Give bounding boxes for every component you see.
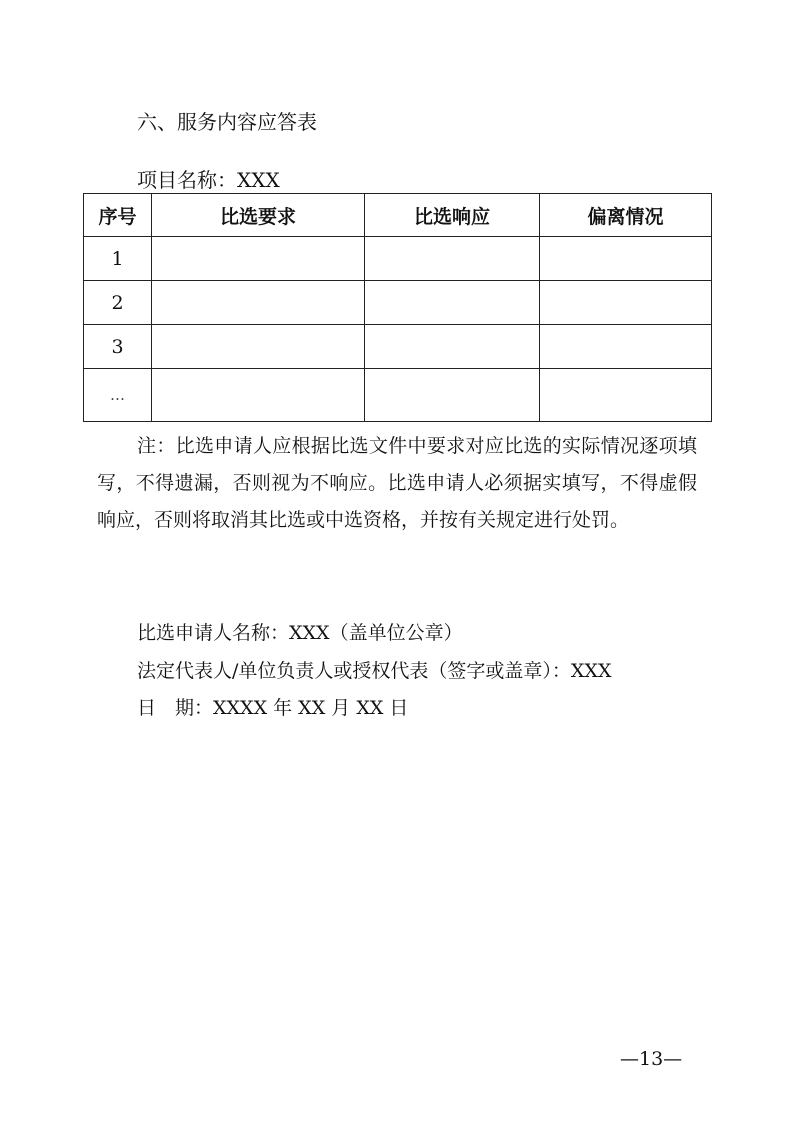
project-name-line: 项目名称：XXX [137,168,280,192]
section-heading: 六、服务内容应答表 [137,110,317,134]
requirement-cell [152,237,365,281]
deviation-cell [540,325,712,369]
response-cell [365,369,540,422]
table-row [84,369,712,422]
response-cell [365,325,540,369]
requirement-cell [152,325,365,369]
response-table [83,193,712,422]
row-number: … [84,369,152,422]
header-requirement: 比选要求 [152,194,365,237]
date-line: 日 期：XXXX 年 XX 月 XX 日 [137,697,409,719]
response-cell [365,237,540,281]
deviation-cell [540,369,712,422]
table-header-row [84,194,712,237]
response-cell [365,281,540,325]
header-seq: 序号 [84,194,152,237]
header-deviation: 偏离情况 [540,194,712,237]
header-response: 比选响应 [365,194,540,237]
row-number: 2 [84,281,152,325]
deviation-cell [540,281,712,325]
row-number: 1 [84,237,152,281]
row-number: 3 [84,325,152,369]
table-row [84,237,712,281]
requirement-cell [152,281,365,325]
page-number: —13— [620,1048,683,1070]
representative-line: 法定代表人/单位负责人或授权代表（签字或盖章）：XXX [137,660,612,682]
table-row [84,325,712,369]
table-row [84,281,712,325]
deviation-cell [540,237,712,281]
note-paragraph: 注：比选申请人应根据比选文件中要求对应比选的实际情况逐项填写，不得遗漏，否则视为不响应。比选申请人必须据实填写，不得虚假响应，否则将取消其比选或中选资格，并按有关规定进行处罚。 [97,435,697,531]
applicant-name-line: 比选申请人名称：XXX（盖单位公章） [137,622,463,644]
requirement-cell [152,369,365,422]
